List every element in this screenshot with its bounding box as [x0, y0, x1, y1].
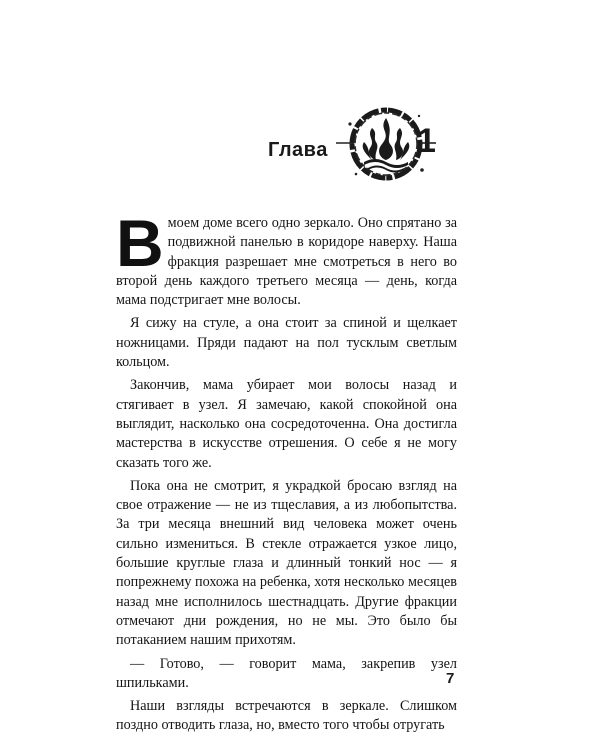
paragraph-1-text: моем доме всего одно зеркало. Оно спрятано за подвижной панелью в коридоре наверху. Наша фракция разрешает мне смотреться в него во второй день каждого третьего месяца — день, когда мама подстригает мне волосы.	[116, 215, 457, 309]
paragraph-2: Я сижу на стуле, а она стоит за спиной и щелкает ножницами. Пряди падают на пол тусклым светлым кольцом.	[116, 315, 457, 371]
paragraph-3: Закончив, мама убирает мои волосы назад и стягивает в узел. Я замечаю, какой спокойной она выглядит, насколько она сосредоточенна. Она достигла мастерства в искусстве отрешения. О себе я не могу сказать того же.	[116, 377, 457, 471]
paragraph-5: — Готово, — говорит мама, закрепив узел шпильками.	[116, 655, 457, 691]
drop-cap: В	[116, 206, 164, 280]
paragraph-6: Наши взгляды встречаются в зеркале. Слишком поздно отводить глаза, но, вместо того чтобы отругать	[116, 698, 457, 734]
page-number: 7	[446, 670, 455, 687]
chapter-text	[116, 206, 457, 740]
chapter-number: 1	[417, 122, 436, 160]
chapter-title-word: Глава	[268, 139, 328, 161]
paragraph-4: Пока она не смотрит, я украдкой бросаю взгляд на свое отражение — не из тщеславия, а из любопытства. За три месяца внешний вид человека может очень сильно измениться. В стекле отражается узкое лицо, большие круглые глаза и длинный тонкий нос — я попрежнему похожа на ребенка, хотя несколько месяцев назад мне исполнилось шестнадцать. Другие фракции отмечают дни рождения, но не мы. Это было бы потаканием нашим прихотям.	[116, 477, 457, 649]
paragraph-1	[116, 206, 457, 310]
